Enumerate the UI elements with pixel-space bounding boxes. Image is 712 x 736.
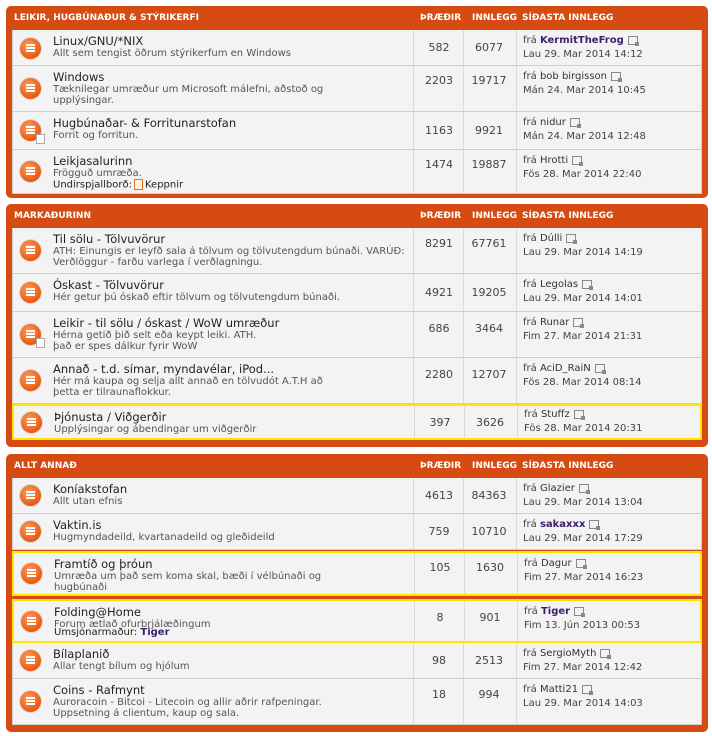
forum-row [12,112,702,150]
forum-description: Upplýsingar og ábendingar um viðgerðir [54,424,257,435]
forum-title-link[interactable]: Óskast - Tölvuvörur [53,278,164,292]
forum-description: Hérna getið þið selt eða keypt leiki. ATH. það er spes dálkur fyrir WoW [53,330,257,352]
from-label: frá [523,279,537,290]
go-to-post-icon[interactable] [611,72,621,81]
last-post-user-link[interactable]: Stuffz [540,409,570,420]
last-post-info [523,316,642,344]
forum-row [12,150,702,194]
from-label: frá [523,519,537,530]
from-label: frá [523,363,537,374]
post-count: 994 [478,688,500,701]
last-post-info [523,34,643,62]
go-to-post-icon[interactable] [600,649,610,658]
topic-count: 397 [429,416,451,429]
moderator-link[interactable]: Tiger [140,627,170,638]
forum-title-link[interactable]: Framtíð og þróun [54,557,153,571]
last-post-column-header: SÍÐASTA INNLEGG [522,211,614,221]
forum-description: Hér getur þú óskað eftir tölvum og tölvutengdum búnaði. [53,292,341,303]
forum-description: Hugmyndadeild, kvartanadeild og gleðideild [53,532,275,543]
forum-description: ATH: Einungis er leyfð sala á tölvum og tölvutengdum búnaði. VARÚÐ: Verðlöggur - farðu varlega í verðlagningu. [53,246,405,268]
forum-read-icon [21,412,42,433]
post-count: 1630 [476,561,504,574]
forum-description: Forrit og forritun. [53,130,139,141]
forum-title-link[interactable]: Coins - Rafmynt [53,683,145,697]
forum-description: Frögguð umræða. [53,168,142,179]
from-label: frá [523,233,537,244]
from-label: frá [524,606,538,617]
forum-title-link[interactable]: Bílaplanið [53,647,110,661]
go-to-post-icon[interactable] [589,520,599,529]
topic-count: 2280 [425,368,453,381]
from-label: frá [524,409,538,420]
go-to-post-icon[interactable] [582,685,592,694]
last-post-user-link[interactable]: Tiger [540,606,571,617]
forum-title-link[interactable]: Windows [53,70,105,84]
last-post-info [523,362,641,390]
forum-row-highlighted [12,599,702,643]
go-to-post-icon[interactable] [566,234,576,243]
forum-title-link[interactable]: Koníakstofan [53,482,128,496]
last-post-user-link[interactable]: bob birgisson [539,71,608,82]
post-count: 19205 [471,286,507,299]
forum-row [12,312,702,358]
forum-description: Allt sem tengist öðrum stýrikerfum en Windows [53,48,291,59]
forum-row [12,514,702,550]
forum-description: Allar tengt bílum og hjólum [53,661,190,672]
posts-column-header: INNLEGG [472,461,518,471]
last-post-info [523,232,643,260]
last-post-info [523,116,646,144]
topic-count: 582 [428,41,450,54]
last-post-date: Lau 29. Mar 2014 14:03 [523,698,643,709]
go-to-post-icon[interactable] [582,280,592,289]
forum-row [12,228,702,274]
from-label: frá [523,684,537,695]
last-post-user-link[interactable]: Matti21 [539,684,579,695]
forum-description: Auroracoin - Bitcoi - Litecoin og allir aðrir rafpeningar. Uppsetning á clientum, kaup og sala. [53,697,322,719]
go-to-post-icon[interactable] [579,484,589,493]
subforum-link[interactable]: Keppnir [144,179,184,190]
topic-count: 98 [432,654,446,667]
forum-read-icon [20,282,41,303]
last-post-user-link[interactable]: Dúlli [539,233,563,244]
last-post-info [523,647,642,675]
last-post-info [523,518,643,546]
last-post-user-link[interactable]: SergioMyth [539,648,597,659]
section-leikir [6,6,708,198]
subforum-icon [134,179,143,190]
topic-count: 4613 [425,489,453,502]
forum-title-link[interactable]: Leikjasalurinn [53,154,133,168]
post-count: 19887 [471,158,507,171]
last-post-date: Lau 29. Mar 2014 17:29 [523,533,643,544]
last-post-user-link[interactable]: sakaxxx [539,519,586,530]
forum-row-highlighted [12,551,702,596]
go-to-post-icon[interactable] [574,607,584,616]
post-count: 84363 [471,489,507,502]
forum-row [12,679,702,725]
subforum-line [53,179,183,191]
last-post-date: Fös 28. Mar 2014 20:31 [524,423,643,434]
forum-title-link[interactable]: Annað - t.d. símar, myndavélar, iPod... [53,362,275,376]
last-post-column-header: SÍÐASTA INNLEGG [522,461,614,471]
last-post-user-link[interactable]: Hrotti [539,155,569,166]
last-post-user-link[interactable]: AciD_RaiN [539,363,591,374]
last-post-info [523,70,646,98]
forum-row [12,643,702,679]
section-header [12,454,702,478]
forum-description: Forum ætlað ofurbrjálæðingum [54,619,211,630]
topic-count: 2203 [425,74,453,87]
forum-title-link[interactable]: Þjónusta / Viðgerðir [54,410,167,424]
forum-description: Umræða um það sem koma skal, bæði í vélbúnaði og hugbúnaði [54,571,322,593]
topic-count: 8 [436,611,444,624]
last-post-date: Fim 27. Mar 2014 21:31 [523,331,643,342]
last-post-info [523,482,643,510]
topics-column-header: ÞRÆÐIR [420,13,462,23]
section-title[interactable]: MARKAÐURINN [14,211,91,221]
last-post-date: Mán 24. Mar 2014 10:45 [523,85,646,96]
last-post-date: Fim 27. Mar 2014 16:23 [524,572,644,583]
section-markadurinn [6,204,708,447]
last-post-date: Lau 29. Mar 2014 14:01 [523,293,643,304]
forum-read-icon [20,691,41,712]
last-post-user-link[interactable]: Dagur [540,558,572,569]
last-post-column-header: SÍÐASTA INNLEGG [522,13,614,23]
topic-count: 759 [428,525,450,538]
forum-read-icon [21,611,42,632]
from-label: frá [523,71,537,82]
post-count: 19717 [471,74,507,87]
last-post-info [524,408,642,436]
forum-read-icon [20,38,41,59]
topic-count: 1474 [425,158,453,171]
post-count: 3626 [476,416,504,429]
topic-count: 686 [428,322,450,335]
section-title[interactable]: ALLT ANNAÐ [14,461,77,471]
forum-read-icon [20,521,41,542]
posts-column-header: INNLEGG [472,13,518,23]
last-post-date: Lau 29. Mar 2014 13:04 [523,497,643,508]
from-label: frá [524,558,538,569]
last-post-user-link[interactable]: Runar [539,317,570,328]
topics-column-header: ÞRÆÐIR [420,461,462,471]
last-post-user-link[interactable]: Glazier [539,483,575,494]
page-icon [36,134,45,144]
go-to-post-icon[interactable] [574,410,584,419]
section-header [12,6,702,30]
forum-title-link[interactable]: Til sölu - Tölvuvörur [53,232,166,246]
post-count: 2513 [475,654,503,667]
last-post-user-link[interactable]: KermitTheFrog [539,35,624,46]
topic-count: 105 [429,561,451,574]
go-to-post-icon[interactable] [572,156,582,165]
topic-count: 4921 [425,286,453,299]
last-post-date: Fim 13. Jún 2013 00:53 [524,620,641,631]
last-post-info [523,154,641,182]
moderator-label: Umsjónarmaður: [54,627,138,638]
go-to-post-icon[interactable] [570,118,580,127]
section-title[interactable]: LEIKIR, HUGBÚNAÐUR & STÝRIKERFI [14,13,199,23]
post-count: 901 [479,611,501,624]
forum-row-highlighted [12,404,702,440]
last-post-info [524,557,643,585]
forum-row [12,478,702,514]
posts-column-header: INNLEGG [472,211,518,221]
forum-row [12,358,702,404]
last-post-date: Mán 24. Mar 2014 12:48 [523,131,646,142]
forum-description: Hér má kaupa og selja allt annað en tölvudót A.T.H að þetta er tilraunaflokkur. [53,376,323,398]
forum-row [12,30,702,66]
forum-read-icon [20,240,41,261]
post-count: 9921 [475,124,503,137]
forum-row [12,274,702,312]
topic-count: 1163 [425,124,453,137]
section-header [12,204,702,228]
post-count: 67761 [471,237,507,250]
post-count: 3464 [475,322,503,335]
forum-title-link[interactable]: Hugbúnaðar- & Forritunarstofan [53,116,237,130]
forum-read-icon [20,485,41,506]
forum-description: Allt utan efnis [53,496,123,507]
last-post-date: Lau 29. Mar 2014 14:12 [523,49,643,60]
forum-title-link[interactable]: Linux/GNU/*NIX [53,34,144,48]
from-label: frá [523,483,537,494]
topic-count: 18 [432,688,446,701]
forum-read-icon [20,370,41,391]
last-post-date: Fös 28. Mar 2014 22:40 [523,169,642,180]
go-to-post-icon[interactable] [628,36,638,45]
last-post-date: Fös 28. Mar 2014 08:14 [523,377,642,388]
forum-subforum-icon [20,120,41,141]
last-post-user-link[interactable]: nidur [539,117,566,128]
forum-read-icon [20,650,41,671]
forum-subforum-icon [20,324,41,345]
forum-title-link[interactable]: Vaktin.is [53,518,102,532]
last-post-info [523,278,643,306]
page-icon [36,338,45,348]
section-allt-annad [6,454,708,732]
post-count: 12707 [471,368,507,381]
last-post-info [524,605,640,633]
from-label: frá [523,317,537,328]
forum-row [12,66,702,112]
go-to-post-icon[interactable] [595,364,605,373]
post-count: 10710 [471,525,507,538]
forum-read-icon [20,161,41,182]
subforum-label: Undirspjallborð: [53,179,132,190]
forum-read-icon [21,563,42,584]
from-label: frá [523,648,537,659]
forum-title-link[interactable]: Leikir - til sölu / óskast / WoW umræður [53,316,280,330]
forum-description: Tæknilegar umræður um Microsoft málefni, aðstoð og upplýsingar. [53,84,324,106]
from-label: frá [523,35,537,46]
go-to-post-icon[interactable] [576,559,586,568]
forum-read-icon [20,78,41,99]
forum-title-link[interactable]: Folding@Home [54,605,141,619]
last-post-info [523,683,643,711]
moderator-line [54,627,170,638]
go-to-post-icon[interactable] [573,318,583,327]
from-label: frá [523,155,537,166]
last-post-user-link[interactable]: Legolas [539,279,579,290]
from-label: frá [523,117,537,128]
last-post-date: Lau 29. Mar 2014 14:19 [523,247,643,258]
last-post-date: Fim 27. Mar 2014 12:42 [523,662,643,673]
topics-column-header: ÞRÆÐIR [420,211,462,221]
post-count: 6077 [475,41,503,54]
topic-count: 8291 [425,237,453,250]
